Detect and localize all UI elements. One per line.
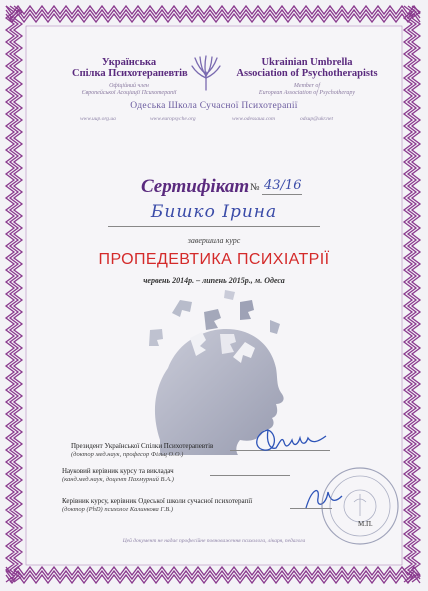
signatory-3-details: (доктор (PhD) психолог Калинкова Г.В.): [62, 506, 174, 513]
signature-line-2: [210, 475, 290, 476]
certificate-number-prefix: №: [250, 182, 260, 193]
stamp-label: М.П.: [358, 520, 373, 528]
org-en-title: [232, 57, 382, 79]
certificate-number: 43/16: [264, 178, 302, 193]
completed-text: завершила курс: [187, 236, 241, 245]
signatory-2-details: (канд.мед.наук, доцент Пахмурний В.А.): [62, 476, 174, 483]
org-en-sub1: Member of: [293, 83, 321, 89]
course-dates: червень 2014р. – липень 2015р., м. Одеса: [143, 276, 285, 285]
number-underline: [262, 194, 302, 195]
site-uup: www.uup.org.ua: [80, 116, 116, 122]
signatory-1-role: Президент Української Спілки Психотерапевтів: [71, 442, 214, 450]
signatory-1-details: (доктор мед.наук, професор Фільц О.О.): [71, 451, 184, 458]
org-en-line1: Ukrainian Umbrella: [261, 57, 353, 68]
footer-note: Цей документ не надає професійне повноваження психолога, лікаря, педагога: [122, 538, 306, 544]
school-name: Одеська Школа Сучасної Психотерапії: [130, 101, 298, 111]
org-ua-subtitle: [62, 83, 196, 97]
org-en-subtitle: [232, 83, 382, 97]
site-odessaua: www.odessaua.com: [232, 116, 275, 122]
name-underline: [108, 226, 320, 227]
tree-hands-logo-icon: [190, 54, 222, 94]
org-en-sub2: European Association of Psychotherapy: [258, 90, 356, 96]
org-ua-line1: Українська: [101, 57, 157, 68]
signature-1: [246, 420, 336, 460]
certificate-title: Сертифікат: [141, 176, 250, 197]
org-en-line2: Association of Psychotherapists: [236, 68, 378, 79]
org-ua-sub1: Офіційний член: [109, 83, 149, 89]
site-europsyche: www.europsyche.org: [150, 116, 196, 122]
org-ua-sub2: Європейської Асоціації Психотерапії: [81, 90, 177, 96]
org-ua-title: [72, 57, 186, 79]
signatory-3-role: Керівник курсу, керівник Одеської школи сучасної психотерапії: [62, 497, 253, 505]
signatory-2-role: Науковий керівник курсу та викладач: [62, 467, 174, 475]
org-ua-line2: Спілка Психотерапевтів: [72, 68, 188, 79]
official-stamp-icon: [318, 464, 402, 548]
site-email: odsup@ukr.net: [300, 116, 334, 122]
recipient-name: Бишко Ірина: [150, 202, 278, 222]
course-title: ПРОПЕДЕВТИКА ПСИХІАТРІЇ: [98, 251, 330, 268]
